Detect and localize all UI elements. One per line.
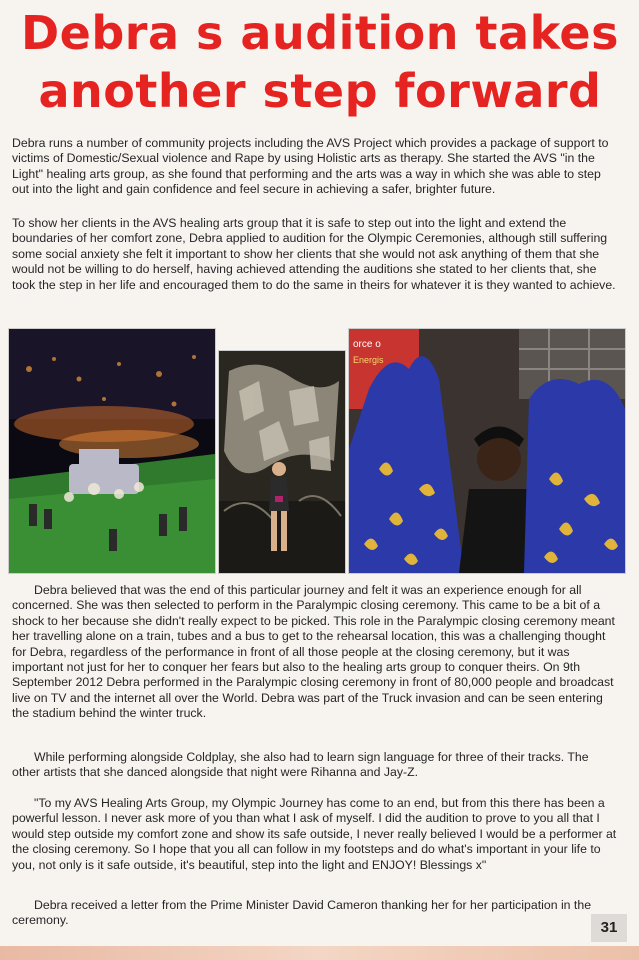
paragraph-quote: "To my AVS Healing Arts Group, my Olympic Journey has come to an end, but from this there has been a powerful lesson. I never ask more of you than what I ask of myself. I did the audition to prove to you all that I would step outside my comfort zone and show its safe outside, I never really believed I would be a performer at the closing ceremony. So I hope that you all can follow in my footsteps and do what's important in your life to you, not only is it safe outside, it's beautiful, step into the light and ENJOY! Blessings x" [12,796,617,872]
paragraph-audition: To show her clients in the AVS healing arts group that it is safe to step out into the light and extend the boundaries of her comfort zone, Debra applied to audition for the Olympic Ceremonies, although still suffering some social anxiety she felt it important to show her clients that she would not ask anything of them that she would not be willing to do herself, having achieved attending the auditions she stated to her clients that, she took the step in her life and encouraged them to do the same in theirs for whatever it is they wanted to achieve. [12,216,616,292]
bottom-decorative-band [0,946,639,960]
page-title [20,4,620,120]
photo-debra-with-sculpture [218,350,346,574]
photo-blue-painted-performers [348,328,626,574]
sign-text-2: Energis [353,355,384,365]
paragraph-intro: Debra runs a number of community projects including the AVS Project which provides a package of support to victims of Domestic/Sexual violence and Rape by using Holistic arts as therapy. She started the AVS "in the Light" healing arts group, as she found that performing and the arts was a way in which she was able to step out into the light and gain confidence and feel secure in achieving a safer, brighter future. [12,136,609,197]
paragraph-letter: Debra received a letter from the Prime Minister David Cameron thanking her for her participation in the ceremony. [12,898,592,928]
title-line-2: another step forward [38,64,602,118]
paragraph-coldplay: While performing alongside Coldplay, she also had to learn sign language for three of their tracks. The other artists that she danced alongside that night were Rihanna and Jay-Z. [12,750,589,780]
sign-text-1: orce o [353,339,381,350]
paragraph-paralympic: Debra believed that was the end of this particular journey and felt it was an experience enough for all concerned. She was then selected to perform in the Paralympic closing ceremony. This came to be a bit of a shock to her because she didn't really expect to be picked. This role in the Paralympic closing ceremony meant her travelling alone on a train, tubes and a bus to get to the rehearsal location, this was a challenging thought for Debra, regardless of the performance in front of all those people at the closing ceremony, but it was important not just for her to conquer her fears but also to the healing arts group to conquer theirs. On 9th September 2012 Debra performed in the Paralympic closing ceremony in front of 80,000 people and broadcast live on TV and the internet all over the World. Debra was part of the Truck invasion and can be seen entering the stadium behind the winter truck. [12,583,615,721]
title-line-1: Debra s audition takes [20,6,620,60]
page-number: 31 [591,914,627,942]
photo-stadium-ceremony [8,328,216,574]
